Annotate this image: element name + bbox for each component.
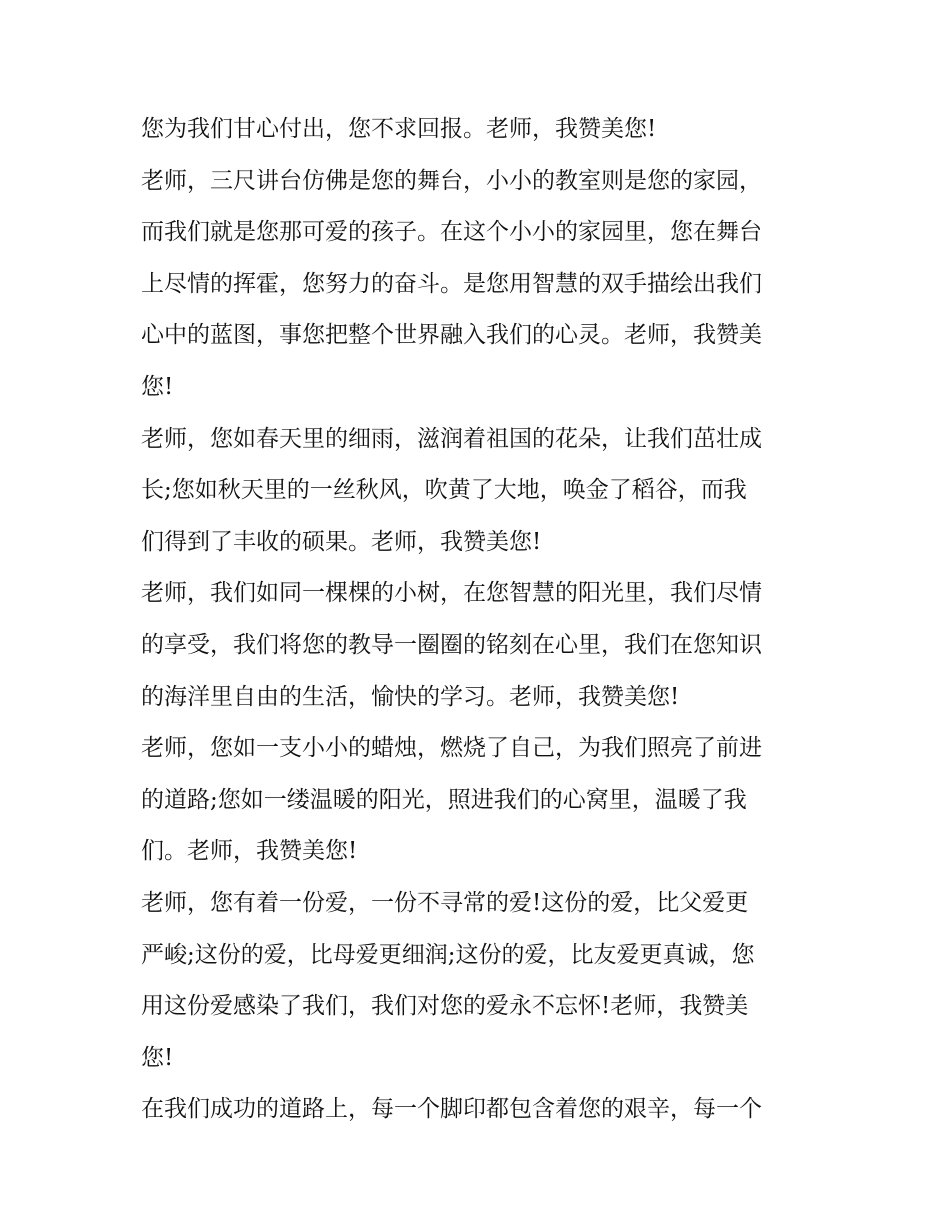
document-body <box>141 104 816 1136</box>
text-line: 的享受，我们将您的教导一圈圈的铭刻在心里，我们在您知识 <box>141 631 762 658</box>
text-line: 用这份爱感染了我们，我们对您的爱永不忘怀!老师，我赞美 <box>141 993 749 1020</box>
text-line: 老师，我们如同一棵棵的小树，在您智慧的阳光里，我们尽情 <box>141 580 762 607</box>
text-line: 上尽情的挥霍，您努力的奋斗。是您用智慧的双手描绘出我们 <box>141 270 762 297</box>
text-line: 您为我们甘心付出，您不求回报。老师，我赞美您! <box>141 116 657 142</box>
text-line: 而我们就是您那可爱的孩子。在这个小小的家园里，您在舞台 <box>141 219 762 246</box>
text-line: 老师，您如一支小小的蜡烛，燃烧了自己，为我们照亮了前进 <box>141 735 762 762</box>
text-line: 心中的蓝图，事您把整个世界融入我们的心灵。老师，我赞美 <box>141 322 762 349</box>
text-line: 老师，您如春天里的细雨，滋润着祖国的花朵，让我们茁壮成 <box>141 425 762 452</box>
text-line: 在我们成功的道路上，每一个脚印都包含着您的艰辛，每一个 <box>141 1096 762 1123</box>
text-line: 的海洋里自由的生活，愉快的学习。老师，我赞美您! <box>141 683 680 710</box>
text-line: 老师，您有着一份爱，一份不寻常的爱!这份的爱，比父爱更 <box>141 889 749 916</box>
text-line: 的道路;您如一缕温暖的阳光，照进我们的心窝里，温暖了我 <box>141 786 747 813</box>
text-line: 严峻;这份的爱，比母爱更细润;这份的爱，比友爱更真诚，您 <box>141 941 755 968</box>
text-line: 您! <box>141 373 174 400</box>
text-line: 长;您如秋天里的一丝秋风，吹黄了大地，唤金了稻谷，而我 <box>141 477 747 504</box>
text-line: 们得到了丰收的硕果。老师，我赞美您! <box>141 528 542 555</box>
text-line: 您! <box>141 1044 174 1071</box>
text-line: 老师，三尺讲台仿佛是您的舞台，小小的教室则是您的家园， <box>141 167 762 194</box>
text-line: 们。老师，我赞美您! <box>141 838 358 865</box>
